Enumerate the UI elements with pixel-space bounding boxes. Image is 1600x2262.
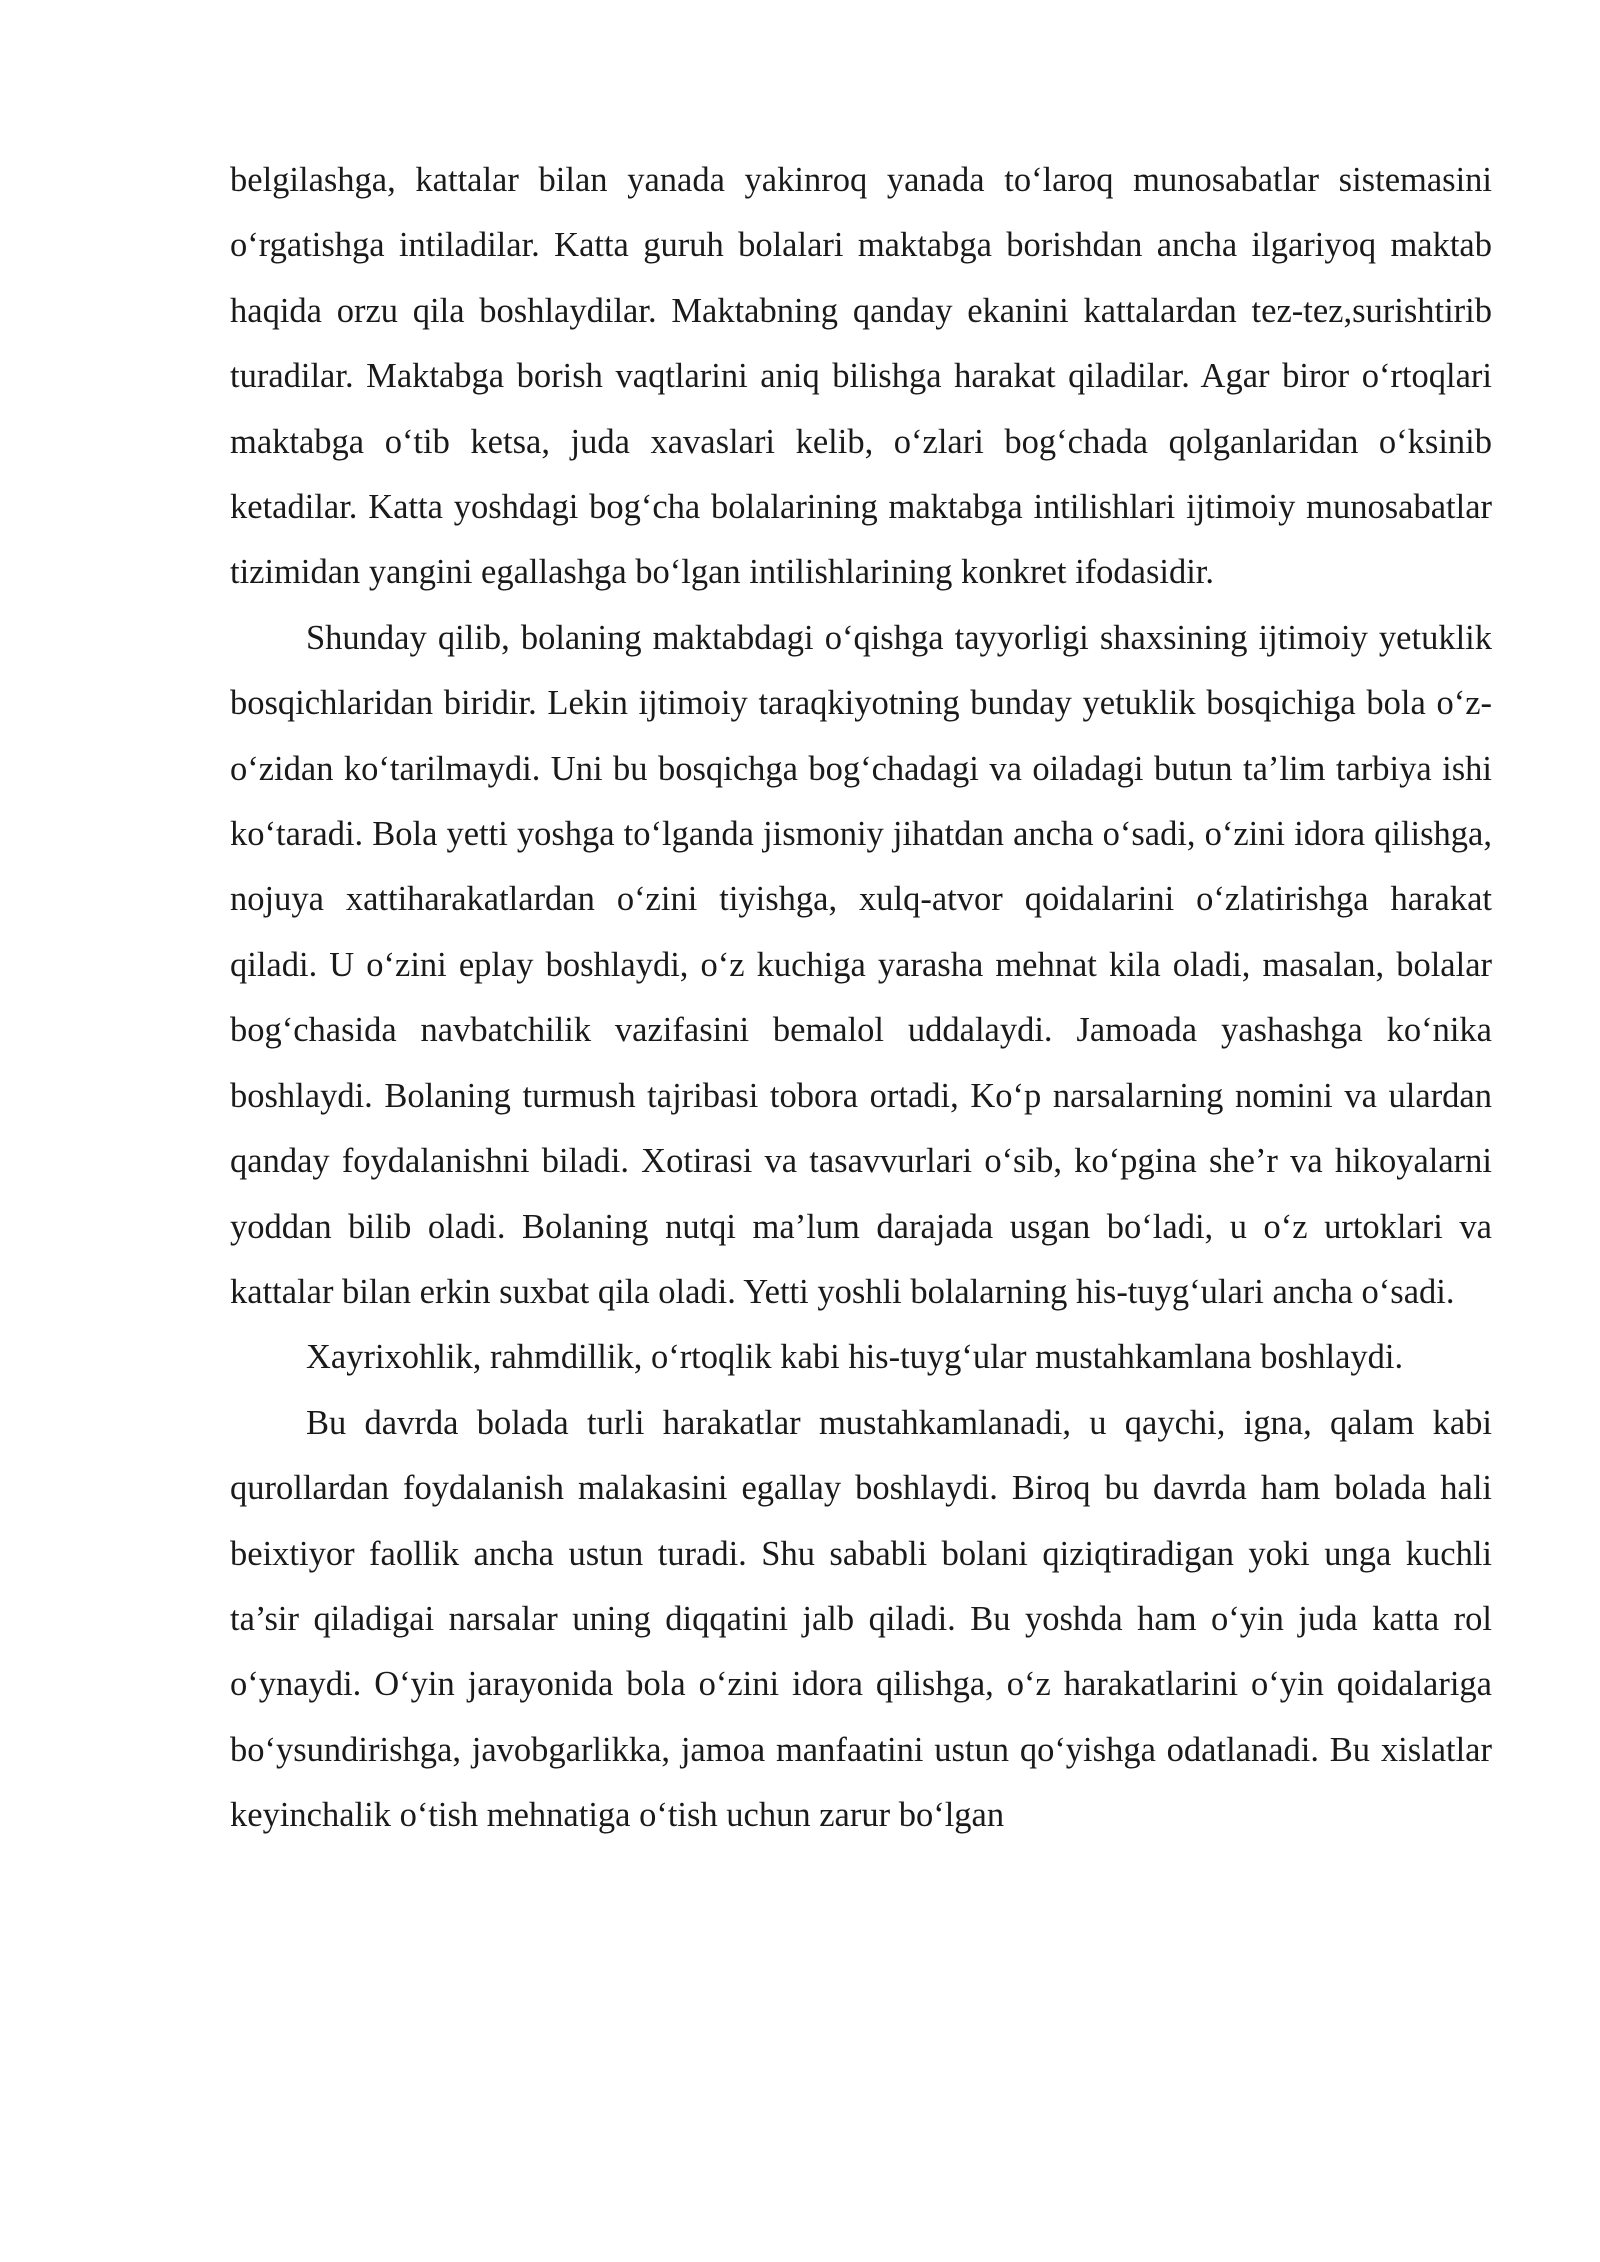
paragraph-4: Bu davrda bolada turli harakatlar mustahkamlanadi, u qaychi, igna, qalam kabi qurollardan foydalanish malakasini egallay boshlaydi. Biroq bu davrda ham bolada hali beixtiyor faollik ancha ustun turadi. Shu sababli bolani qiziqtiradigan yoki unga kuchli ta’sir qiladigai narsalar uning diqqatini jalb qiladi. Bu yoshda ham o‘yin juda katta rol o‘ynaydi. O‘yin jarayonida bola o‘zini idora qilishga, o‘z harakatlarini o‘yin qoidalariga bo‘ysundirishga, javobgarlikka, jamoa manfaatini ustun qo‘yishga odatlanadi. Bu xislatlar keyinchalik o‘tish mehnatiga o‘tish uchun zarur bo‘lgan	[230, 1403, 1492, 1835]
document-page	[230, 148, 1492, 1849]
paragraph-3: Xayrixohlik, rahmdillik, o‘rtoqlik kabi his-tuyg‘ular mustahkamlana boshlaydi.	[306, 1338, 1404, 1377]
paragraph-1: belgilashga, kattalar bilan yanada yakinroq yanada to‘laroq munosabatlar sistemasini o‘rgatishga intiladilar. Katta guruh bolalari maktabga borishdan ancha ilgariyoq maktab haqida orzu qila boshlaydilar. Maktabning qanday ekanini kattalardan tez-tez,surishtirib turadilar. Maktabga borish vaqtlarini aniq bilishga harakat qiladilar. Agar biror o‘rtoqlari maktabga o‘tib ketsa, juda xavaslari kelib, o‘zlari bog‘chada qolganlaridan o‘ksinib ketadilar. Katta yoshdagi bog‘cha bolalarining maktabga intilishlari ijtimoiy munosabatlar tizimidan yangini egallashga bo‘lgan intilishlarining konkret ifodasidir.	[230, 161, 1492, 592]
paragraph-2: Shunday qilib, bolaning maktabdagi o‘qishga tayyorligi shaxsining ijtimoiy yetuklik bosqichlaridan biridir. Lekin ijtimoiy taraqkiyotning bunday yetuklik bosqichiga bola o‘z-o‘zidan ko‘tarilmaydi. Uni bu bosqichga bog‘chadagi va oiladagi butun ta’lim tarbiya ishi ko‘taradi. Bola yetti yoshga to‘lganda jismoniy jihatdan ancha o‘sadi, o‘zini idora qilishga, nojuya xattiharakatlardan o‘zini tiyishga, xulq-atvor qoidalarini o‘zlatirishga harakat qiladi. U o‘zini eplay boshlaydi, o‘z kuchiga yarasha mehnat kila oladi, masalan, bolalar bog‘chasida navbatchilik vazifasini bemalol uddalaydi. Jamoada yashashga ko‘nika boshlaydi. Bolaning turmush tajribasi tobora ortadi, Ko‘p narsalarning nomini va ulardan qanday foydalanishni biladi. Xotirasi va tasavvurlari o‘sib, ko‘pgina she’r va hikoyalarni yoddan bilib oladi. Bolaning nutqi ma’lum darajada usgan bo‘ladi, u o‘z urtoklari va kattalar bilan erkin suxbat qila oladi. Yetti yoshli bolalarning his-tuyg‘ulari ancha o‘sadi.	[230, 618, 1492, 1311]
